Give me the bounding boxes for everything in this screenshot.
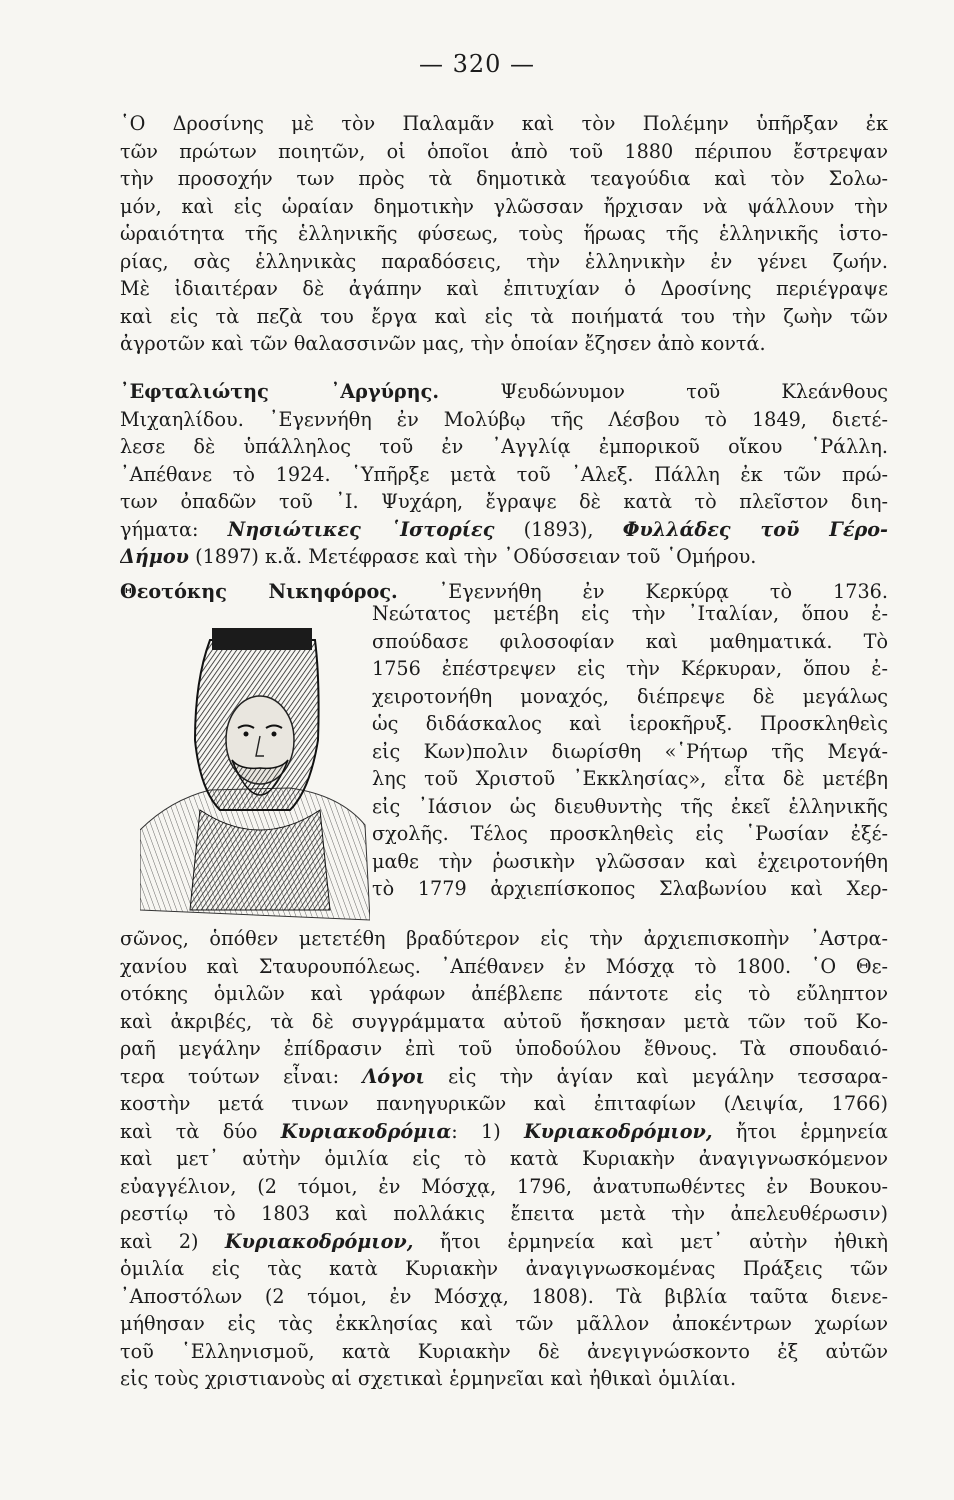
entry-heading: ᾿Εφταλιώτης ᾿Αργύρης. [120,380,439,403]
entry-text: εἰς τὴν ἁγίαν καὶ μεγάλην τεσσαρα- [424,1064,888,1088]
text-line: ᾿Αποστόλων (2 τόμοι, ἐν Μόσχᾳ, 1808). Τὰ βιβλία ταῦτα διενε- [120,1284,888,1308]
text-line: μήθησαν εἰς τὰς ἐκκλησίας καὶ τῶν μᾶλλον ἀποκέντρων χωρίων [120,1312,888,1335]
work-title: Λόγοι [362,1064,425,1088]
text-line: των ὀπαδῶν τοῦ ᾿Ι. Ψυχάρη, ἔγραψε δὲ κατὰ τὸ πλεῖστον διη- [120,490,888,513]
entry-text: γήματα: [120,517,228,541]
text-line: μαθε τὴν ῥωσικὴν γλῶσσαν καὶ ἐχειροτονήθη [372,849,888,873]
entry-text: καὶ τὰ δύο [120,1119,281,1143]
text-line: λης τοῦ Χριστοῦ ᾿Εκκλησίας», εἶτα δὲ μετέβη [372,767,888,790]
text-line: ἀγροτῶν καὶ τῶν θαλασσινῶν μας, τὴν ὁποίαν ἔζησεν ἀπὸ κοντά. [120,332,766,355]
page-number: — 320 — [418,50,536,78]
work-title: Κυριακοδρόμια [280,1119,452,1143]
entry-works-line [120,516,888,544]
entry-text: Ψευδώνυμον τοῦ Κλεάνθους [439,380,888,403]
text-line: χανίου καὶ Σταυρουπόλεως. ᾿Απέθανεν ἐν Μόσχᾳ τὸ 1800. ῾Ο Θε- [120,954,888,978]
entry-text: : 1) [451,1119,525,1143]
text-line: εἰς ᾿Ιάσιον ὡς διευθυντὴς τῆς ἐκεῖ ἑλληνικῆς [372,794,888,818]
text-line: τοῦ ῾Ελληνισμοῦ, κατὰ Κυριακὴν δὲ ἀνεγιγνώσκοντο ἐξ αὐτῶν [120,1339,888,1363]
text-line: λεσε δὲ ὑπάλληλος τοῦ ἐν ᾿Αγγλίᾳ ἐμπορικοῦ οἴκου ῾Ράλλη. [120,435,888,458]
work-title: Δήμου [120,545,189,568]
text-line: 1756 ἐπέστρεψεν εἰς τὴν Κέρκυραν, ὅπου ἐ- [372,657,888,680]
text-line: ᾿Απέθανε τὸ 1924. ῾Υπῆρξε μετὰ τοῦ ᾿Αλεξ. Πάλλη ἐκ τῶν πρώ- [120,462,888,486]
text-line: ραῆ μεγάλην ἐπίδρασιν ἐπὶ τοῦ ὑποδούλου ἔθνους. Τὰ σπουδαιό- [120,1037,888,1060]
text-line: καὶ εἰς τὰ πεζὰ του ἔργα καὶ εἰς τὰ ποιήματά του τὴν ζωὴν τῶν [120,304,888,328]
text-line: Μὲ ἰδιαιτέραν δὲ ἀγάπην καὶ ἐπιτυχίαν ὁ Δροσίνης περιέγραψε [120,277,888,300]
entry-text: ἤτοι ἑρμηνεία [712,1119,888,1143]
entry-text: ἤτοι ἑρμηνεία καὶ μετ᾿ αὐτὴν ἠθικὴ [413,1229,888,1253]
text-line: Νεώτατος μετέβη εἰς τὴν ᾿Ιταλίαν, ὅπου ἐ- [372,602,888,625]
text-line: χειροτονήθη μοναχός, διέπρεψε δὲ μεγάλως [372,684,888,708]
entry-heading: Θεοτόκης Νικηφόρος. [120,580,398,603]
portrait-image [140,620,370,925]
entry-theotokis-side-text [372,600,888,903]
text-line: ῾Ο Δροσίνης μὲ τὸν Παλαμᾶν καὶ τὸν Πολέμην ὑπῆρξαν ἐκ [120,112,888,135]
entry-text: καὶ 2) [120,1229,225,1253]
works-line [120,1228,888,1256]
text-line: καὶ μετ᾿ αὐτὴν ὁμιλία εἰς τὸ κατὰ Κυριακὴν ἀναγιγνωσκόμενον [120,1147,888,1170]
text-line: οτόκης ὁμιλῶν καὶ γράφων ἀπέβλεπε πάντοτε εἰς τὸ εὔληπτον [120,982,888,1005]
works-line [120,1063,888,1091]
works-line [120,1118,888,1146]
entry-text: (1897) κ.ἄ. Μετέφρασε καὶ τὴν ᾿Οδύσσειαν τοῦ ῾Ομήρου. [189,545,757,568]
paragraph-drosinis [120,110,888,358]
entry-eftaliotis [120,378,888,571]
work-title: Κυριακοδρόμιον, [224,1229,414,1253]
text-line: ρεστίῳ τὸ 1803 καὶ πολλάκις ἔπειτα μετὰ τὴν ἀπελευθέρωσιν) [120,1202,888,1225]
text-line: εὐαγγέλιον, (2 τόμοι, ἐν Μόσχᾳ, 1796, ἀνατυπωθέντες ἐν Βουκου- [120,1174,888,1198]
text-line: σχολῆς. Τέλος προσκληθεὶς εἰς ῾Ρωσίαν ἐξέ- [372,822,888,845]
text-line: τὸ 1779 ἀρχιεπίσκοπος Σλαβωνίου καὶ Χερ- [372,877,888,900]
text-line: ὡραιότητα τῆς ἑλληνικῆς φύσεως, τοὺς ἥρωας τῆς ἑλληνικῆς ἱστο- [120,222,888,245]
text-line: εἰς Κων)πολιν διωρίσθη «῾Ρήτωρ τῆς Μεγά- [372,739,888,763]
entry-theotokis-body [120,925,888,1393]
entry-text: ᾿Εγεννήθη ἐν Κερκύρᾳ τὸ 1736. [397,580,888,603]
text-line: μόν, καὶ εἰς ὡραίαν δημοτικὴν γλῶσσαν ἤρχισαν νὰ ψάλλουν τὴν [120,194,888,218]
text-line: ὁμιλία εἰς τὰς κατὰ Κυριακὴν ἀναγιγνωσκομένας Πράξεις τῶν [120,1257,888,1280]
entry-text: τερα τούτων εἶναι: [120,1064,363,1088]
text-line: τῶν πρώτων ποιητῶν, οἱ ὁποῖοι ἀπὸ τοῦ 1880 πέριπου ἔστρεψαν [120,139,888,163]
work-title: Νησιώτικες ῾Ιστορίες [227,517,495,541]
text-line: εἰς τοὺς χριστιανοὺς αἱ σχετικαὶ ἑρμηνεῖαι καὶ ἠθικαὶ ὁμιλίαι. [120,1367,737,1390]
text-line: ὡς διδάσκαλος καὶ ἱεροκῆρυξ. Προσκληθεὶς [372,712,888,735]
entry-text: (1893), [494,517,623,541]
text-line: σπούδασε φιλοσοφίαν καὶ μαθηματικά. Τὸ [372,629,888,653]
work-title: Κυριακοδρόμιον, [524,1119,713,1143]
work-title: Φυλλάδες τοῦ Γέρο- [622,517,888,541]
entry-final-line [120,543,888,571]
entry-heading-line [120,378,888,406]
text-line: καὶ ἀκριβές, τὰ δὲ συγγράμματα αὐτοῦ ἤσκησαν μετὰ τῶν τοῦ Κο- [120,1009,888,1033]
text-line: Μιχαηλίδου. ᾿Εγεννήθη ἐν Μολύβῳ τῆς Λέσβου τὸ 1849, διετέ- [120,407,888,431]
works-line: κοστὴν μετά τινων πανηγυρικῶν καὶ ἐπιταφίων (Λειψία, 1766) [120,1092,888,1115]
text-line: σῶνος, ὁπόθεν μετετέθη βραδύτερον εἰς τὴν ἀρχιεπισκοπὴν ᾿Αστρα- [120,927,888,950]
text-line: τὴν προσοχήν των πρὸς τὰ δημοτικὰ τεαγούδια καὶ τὸν Σολω- [120,167,888,190]
text-line: ρίας, σὰς ἑλληνικὰς παραδόσεις, τὴν ἑλληνικὴν ἐν γένει ζωήν. [120,249,888,273]
